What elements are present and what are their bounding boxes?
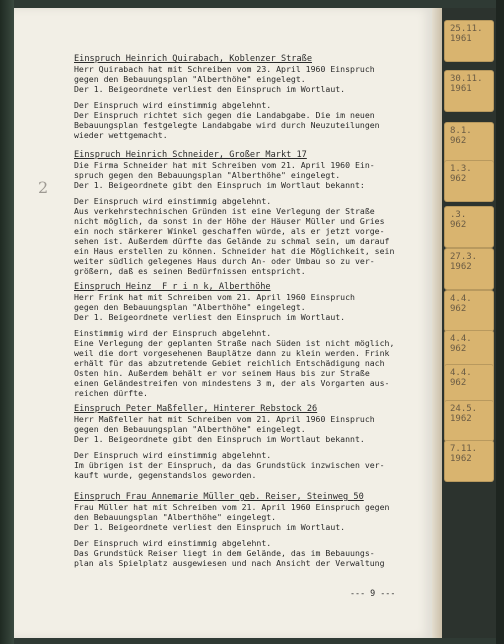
index-tab-label: 4.4. 962 xyxy=(450,368,472,388)
entry-heading: Einspruch Peter Maßfeller, Hinterer Rebstock 26 xyxy=(74,404,318,414)
entry-line: Der Einspruch richtet sich gegen die Landabgabe. Die im neuen xyxy=(74,110,375,120)
index-tab-label: 8.1. 962 xyxy=(450,126,472,146)
entry-heading: Einspruch Heinz F r i n k, Alberthöhe xyxy=(74,282,271,292)
entry-line: plan als Spielplatz ausgewiesen und nach Ansicht der Verwaltung xyxy=(74,558,385,568)
entry-heading: Einspruch Frau Annemarie Müller geb. Reiser, Steinweg 50 xyxy=(74,492,364,502)
entry-line: Der 1. Beigeordnete verliest den Einspruch im Wortlaut. xyxy=(74,522,346,532)
entry-line: erhält für das abzutretende Gebiet reichlich Entschädigung nach xyxy=(74,358,385,368)
entry-line: weil die dort vorgesehenen Bauplätze dann zu klein werden. Frink xyxy=(74,348,390,358)
entry-line: Der Einspruch wird einstimmig abgelehnt. xyxy=(74,196,272,206)
objection-entry xyxy=(74,282,424,398)
entry-line: kauft wurde, gegenstandslos geworden. xyxy=(74,470,257,480)
entry-line: Der 1. Beigeordnete gibt den Einspruch im Wortlaut bekannt: xyxy=(74,180,365,190)
entry-line: den Bebauungsplan "Alberthöhe" eingelegt. xyxy=(74,512,277,522)
index-tab-label: 7.11. 1962 xyxy=(450,444,478,464)
entry-line: Der 1. Beigeordnete verliest den Einspruch im Wortlaut. xyxy=(74,312,346,322)
entry-line: gegen den Bebauungsplan "Alberthöhe" eingelegt. xyxy=(74,74,306,84)
entry-line: nicht möglich, da sonst in der Höhe der Häuser Müller und Gries xyxy=(74,216,385,226)
index-tab-label: 30.11. 1961 xyxy=(450,74,483,94)
entry-line: gegen den Bebauungsplan "Alberthöhe" eingelegt. xyxy=(74,424,306,434)
binder-left-edge xyxy=(0,0,14,644)
entry-line: weiter südlich gelegenes Haus durch An- oder Umbau so zu ver- xyxy=(74,256,375,266)
entry-line: Der 1. Beigeordnete gibt den Einspruch im Wortlaut bekannt. xyxy=(74,434,365,444)
index-tab-label: .3. 962 xyxy=(450,210,467,230)
index-tab-label: 1.3. 962 xyxy=(450,164,472,184)
index-tab-label: 4.4. 962 xyxy=(450,294,472,314)
entry-line: gegen den Bebauungsplan "Alberthöhe" eingelegt. xyxy=(74,302,306,312)
entry-line: Der 1. Beigeordnete verliest den Einspruch im Wortlaut. xyxy=(74,84,346,94)
page-number: --- 9 --- xyxy=(350,588,396,598)
entry-line: Die Firma Schneider hat mit Schreiben vom 21. April 1960 Ein- xyxy=(74,160,375,170)
index-tab[interactable] xyxy=(444,206,494,248)
entry-line: Der Einspruch wird einstimmig abgelehnt. xyxy=(74,450,272,460)
page-stack-edge xyxy=(432,8,442,638)
index-tab[interactable] xyxy=(444,70,494,112)
entry-line: Aus verkehrstechnischen Gründen ist eine Verlegung der Straße xyxy=(74,206,375,216)
index-tab-label: 4.4. 962 xyxy=(450,334,472,354)
objection-entry xyxy=(74,404,424,480)
entry-line: Das Grundstück Reiser liegt in dem Gelände, das im Bebauungs- xyxy=(74,548,375,558)
index-tab-label: 25.11. 1961 xyxy=(450,24,483,44)
entry-line: spruch gegen den Bebauungsplan "Alberthöhe" eingelegt. xyxy=(74,170,341,180)
entry-line: Bebauungsplan festgelegte Landabgabe wird durch Neuzuteilungen xyxy=(74,120,380,130)
index-tab-label: 24.5. 1962 xyxy=(450,404,478,424)
entry-line: Herr Frink hat mit Schreiben vom 21. April 1960 Einspruch xyxy=(74,292,355,302)
index-tab[interactable] xyxy=(444,290,494,332)
index-tab[interactable] xyxy=(444,440,494,482)
entry-line: Im übrigen ist der Einspruch, da das Grundstück inzwischen ver- xyxy=(74,460,385,470)
entry-line: einen Geländestreifen von mindestens 3 m, der als Vorgarten aus- xyxy=(74,378,390,388)
entry-line: ein Haus erstellen zu können. Schneider hat die Möglichkeit, sein xyxy=(74,246,395,256)
entry-line: Der Einspruch wird einstimmig abgelehnt. xyxy=(74,100,272,110)
entry-line: sehen ist. Außerdem dürfte das Gelände zu schmal sein, um darauf xyxy=(74,236,390,246)
index-tab[interactable] xyxy=(444,20,494,62)
index-tab[interactable] xyxy=(444,122,494,164)
entry-line: Frau Müller hat mit Schreiben vom 21. April 1960 Einspruch gegen xyxy=(74,502,390,512)
entry-line: reichen dürfte. xyxy=(74,388,148,398)
entry-line: Der Einspruch wird einstimmig abgelehnt. xyxy=(74,538,272,548)
binder-right-edge xyxy=(496,0,504,644)
margin-pencil-mark: 2 xyxy=(38,178,49,197)
entry-line: Herr Maßfeller hat mit Schreiben vom 21. April 1960 Einspruch xyxy=(74,414,375,424)
index-tabs-strip xyxy=(442,8,496,638)
index-tab-label: 27.3. 1962 xyxy=(450,252,478,272)
entry-line: Eine Verlegung der geplanten Straße nach Süden ist nicht möglich, xyxy=(74,338,395,348)
entry-line: ein noch stärkerer Winkel geschaffen würde, als er jetzt vorge- xyxy=(74,226,385,236)
objection-entry xyxy=(74,150,424,276)
entry-heading: Einspruch Heinrich Schneider, Großer Markt 17 xyxy=(74,150,307,160)
index-tab[interactable] xyxy=(444,248,494,290)
entry-line: Osten hin. Außerdem behält er vor seinem Haus bis zur Straße xyxy=(74,368,370,378)
entry-line: wieder wettgemacht. xyxy=(74,130,168,140)
index-tab[interactable] xyxy=(444,400,494,442)
index-tab[interactable] xyxy=(444,160,494,202)
entry-heading: Einspruch Heinrich Quirabach, Koblenzer Straße xyxy=(74,54,312,64)
objection-entry xyxy=(74,54,424,140)
entry-line: Einstimmig wird der Einspruch abgelehnt. xyxy=(74,328,272,338)
entry-line: größern, daß es seinen Bedürfnissen entspricht. xyxy=(74,266,306,276)
objection-entry xyxy=(74,492,424,568)
entry-line: Herr Quirabach hat mit Schreiben vom 23. April 1960 Einspruch xyxy=(74,64,375,74)
